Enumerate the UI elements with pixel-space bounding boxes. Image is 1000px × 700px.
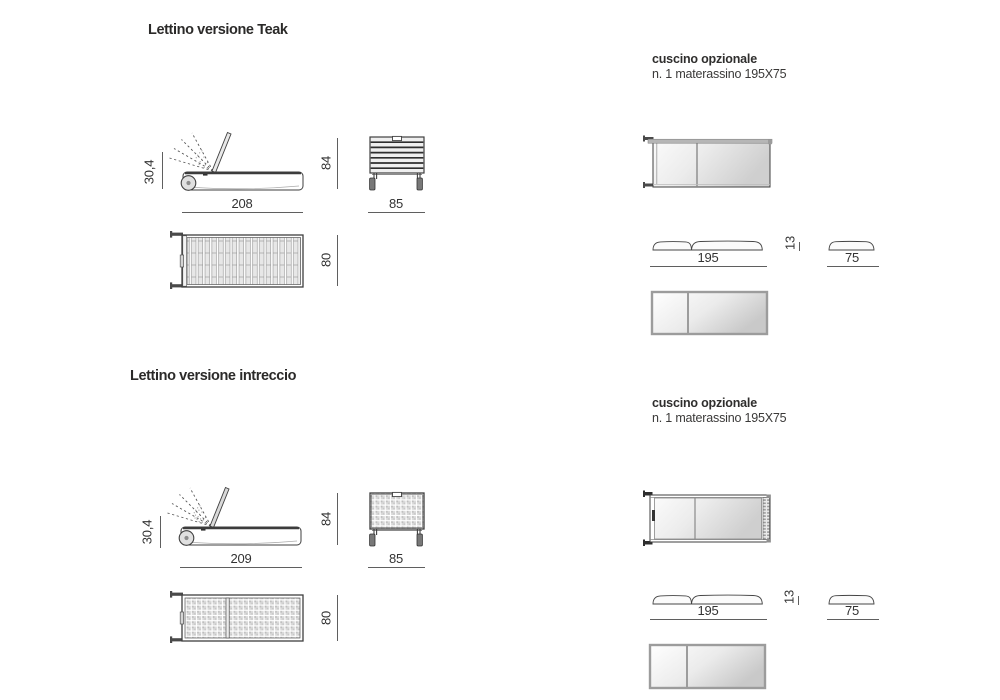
dim-cushion-width-teak: 75 xyxy=(844,250,860,265)
recline-position-lines xyxy=(170,133,214,171)
dim-front-width-teak: 85 xyxy=(388,196,404,211)
band-cap xyxy=(768,139,772,144)
section-title-intreccio: Lettino versione intreccio xyxy=(130,368,297,384)
dim-cushion-length-teak: 195 xyxy=(697,250,719,265)
dim-tick-cushion-thickness-intreccio xyxy=(798,596,799,605)
side-handle xyxy=(180,612,183,624)
dim-line-cushion-length-intreccio xyxy=(650,619,767,620)
dim-line-front-height-teak xyxy=(337,138,338,189)
dim-line-side-height-intreccio xyxy=(160,516,161,548)
dim-cushion-length-intreccio: 195 xyxy=(697,603,719,618)
dim-line-side-length-intreccio xyxy=(180,567,302,568)
weave-panel xyxy=(370,493,424,529)
teak-slats xyxy=(187,238,301,285)
dim-line-side-height-teak xyxy=(162,152,163,189)
mattress-segment-long xyxy=(692,241,763,250)
handle-notch xyxy=(393,136,402,140)
wheel-right xyxy=(417,534,422,546)
backrest-band xyxy=(648,139,772,143)
backrest xyxy=(212,133,231,173)
dim-top-depth-teak: 80 xyxy=(318,252,334,268)
dim-tick-cushion-thickness-teak xyxy=(799,242,800,251)
recline-position-lines xyxy=(168,488,212,526)
cushion-note-teak: n. 1 materassino 195X75 xyxy=(652,67,787,81)
dim-cushion-thickness-intreccio: 13 xyxy=(781,589,797,605)
dim-side-height-teak: 30,4 xyxy=(141,159,157,185)
mattress-segment-short xyxy=(653,596,692,604)
dim-side-height-intreccio: 30,4 xyxy=(139,519,155,545)
dim-front-height-teak: 84 xyxy=(318,155,334,171)
dim-line-front-height-intreccio xyxy=(337,493,338,545)
wheel-hub xyxy=(186,181,190,185)
dim-line-front-width-teak xyxy=(368,212,425,213)
dim-cushion-thickness-teak: 13 xyxy=(782,235,798,251)
dim-line-front-width-intreccio xyxy=(368,567,425,568)
mattress-end xyxy=(829,241,874,250)
dim-front-width-intreccio: 85 xyxy=(388,551,404,566)
dim-line-cushion-width-teak xyxy=(827,266,879,267)
dim-line-top-depth-intreccio xyxy=(337,595,338,641)
side-handle xyxy=(652,510,655,521)
mattress-top xyxy=(652,292,767,334)
intreccio-mattress-top-view xyxy=(645,640,775,692)
section-title-teak: Lettino versione Teak xyxy=(148,22,288,38)
backrest xyxy=(210,488,229,528)
teak-mattress-top-view xyxy=(645,288,775,338)
wheel-right xyxy=(417,178,422,190)
intreccio-top-view-drawing xyxy=(170,589,310,647)
teak-top-view-drawing xyxy=(170,229,310,293)
dim-line-top-depth-teak xyxy=(337,235,338,286)
weave-surface xyxy=(185,598,300,638)
side-handle xyxy=(180,255,183,267)
teak-lounger-with-cushion-top-view xyxy=(643,133,783,193)
cushion-title-teak: cuscino opzionale xyxy=(652,52,757,66)
cushion-surface xyxy=(655,498,762,539)
wheel-hub xyxy=(184,536,188,540)
dim-line-side-length-teak xyxy=(182,212,303,213)
mattress-top xyxy=(650,645,765,688)
dim-front-height-intreccio: 84 xyxy=(318,511,334,527)
corner-fitting-bottom xyxy=(767,539,771,543)
dim-side-length-intreccio: 209 xyxy=(230,551,252,566)
cushion-surface xyxy=(653,140,770,187)
legs xyxy=(374,173,420,188)
handle-notch xyxy=(393,492,402,496)
dim-line-cushion-length-teak xyxy=(650,266,767,267)
frame-divider xyxy=(226,598,229,638)
weave-edge-strip xyxy=(763,498,770,540)
cushion-title-intreccio: cuscino opzionale xyxy=(652,396,757,410)
wheel-left xyxy=(370,178,375,190)
cushion-note-intreccio: n. 1 materassino 195X75 xyxy=(652,411,787,425)
wheel-left xyxy=(370,534,375,546)
intreccio-side-view-drawing xyxy=(163,483,311,551)
recline-arc-dots xyxy=(193,506,207,524)
legs xyxy=(374,529,420,544)
intreccio-lounger-with-cushion-top-view xyxy=(643,489,783,551)
intreccio-front-view-drawing xyxy=(364,489,428,551)
dim-side-length-teak: 208 xyxy=(231,196,253,211)
recline-arc-dots xyxy=(195,151,209,169)
dim-cushion-width-intreccio: 75 xyxy=(844,603,860,618)
teak-side-view-drawing xyxy=(165,128,313,196)
dim-top-depth-intreccio: 80 xyxy=(318,610,334,626)
teak-front-view-drawing xyxy=(364,133,428,195)
corner-fitting-top xyxy=(767,495,771,499)
mattress-segment-short xyxy=(653,242,692,250)
dim-line-cushion-width-intreccio xyxy=(827,619,879,620)
